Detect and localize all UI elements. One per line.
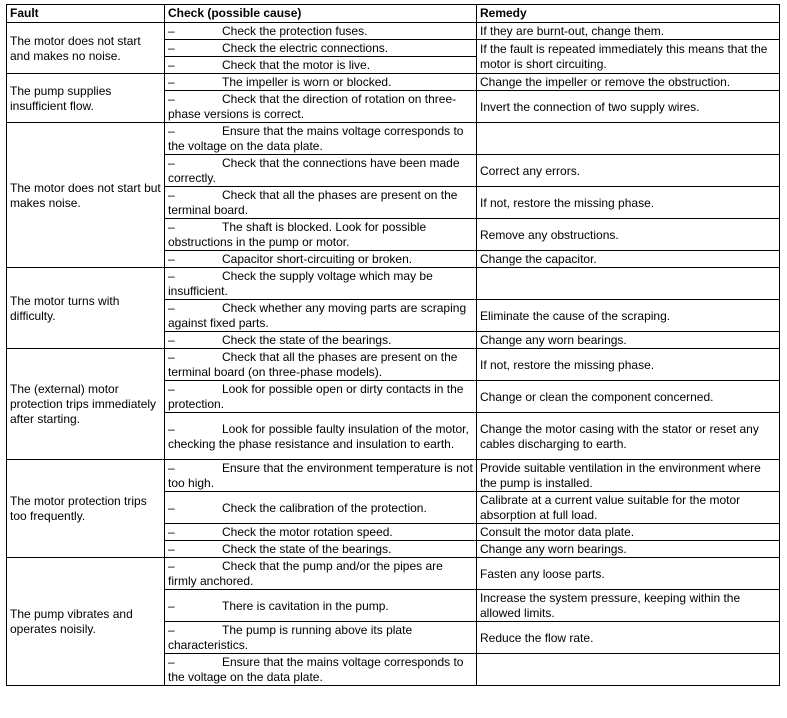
remedy-cell: Change the motor casing with the stator or reset any cables discharging to earth. bbox=[477, 413, 780, 460]
remedy-cell: Change the capacitor. bbox=[477, 251, 780, 268]
header-check: Check (possible cause) bbox=[165, 5, 477, 23]
remedy-cell: Fasten any loose parts. bbox=[477, 558, 780, 590]
remedy-cell: Calibrate at a current value suitable for the motor absorption at full load. bbox=[477, 492, 780, 524]
check-text: The pump is running above its plate characteristics. bbox=[168, 623, 413, 652]
check-text: Check the supply voltage which may be insufficient. bbox=[168, 269, 433, 298]
header-row bbox=[7, 5, 780, 23]
check-cell bbox=[165, 91, 477, 123]
check-cell bbox=[165, 219, 477, 251]
header-fault: Fault bbox=[7, 5, 165, 23]
troubleshooting-table bbox=[6, 4, 780, 686]
remedy-cell: If they are burnt-out, change them. bbox=[477, 23, 780, 40]
fault-cell: The (external) motor protection trips immediately after starting. bbox=[7, 349, 165, 460]
check-text: Check the electric connections. bbox=[222, 41, 389, 55]
remedy-cell: Increase the system pressure, keeping within the allowed limits. bbox=[477, 590, 780, 622]
check-text: Check the state of the bearings. bbox=[222, 333, 392, 347]
dash-marker: – bbox=[168, 92, 175, 106]
table-body bbox=[7, 23, 780, 686]
remedy-cell bbox=[477, 268, 780, 300]
dash-marker: – bbox=[168, 461, 175, 475]
remedy-cell: Change any worn bearings. bbox=[477, 541, 780, 558]
remedy-cell: Change any worn bearings. bbox=[477, 332, 780, 349]
dash-marker: – bbox=[168, 75, 175, 89]
check-text: Capacitor short-circuiting or broken. bbox=[222, 252, 413, 266]
remedy-cell: If not, restore the missing phase. bbox=[477, 187, 780, 219]
check-text: The shaft is blocked. Look for possible obstructions in the pump or motor. bbox=[168, 220, 427, 249]
check-cell bbox=[165, 460, 477, 492]
dash-marker: – bbox=[168, 525, 175, 539]
check-cell bbox=[165, 381, 477, 413]
dash-marker: – bbox=[168, 220, 175, 234]
dash-marker: – bbox=[168, 598, 175, 613]
check-cell bbox=[165, 268, 477, 300]
dash-marker: – bbox=[168, 623, 175, 637]
dash-marker: – bbox=[168, 500, 175, 515]
dash-marker: – bbox=[168, 542, 175, 556]
dash-marker: – bbox=[168, 333, 175, 347]
dash-marker: – bbox=[168, 188, 175, 202]
dash-marker: – bbox=[168, 269, 175, 283]
table-row bbox=[7, 349, 780, 381]
fault-cell: The pump vibrates and operates noisily. bbox=[7, 558, 165, 686]
dash-marker: – bbox=[168, 559, 175, 573]
remedy-cell: If not, restore the missing phase. bbox=[477, 349, 780, 381]
check-cell bbox=[165, 251, 477, 268]
check-cell bbox=[165, 300, 477, 332]
check-text: Check that all the phases are present on the terminal board. bbox=[168, 188, 458, 217]
remedy-cell: Correct any errors. bbox=[477, 155, 780, 187]
remedy-cell: Consult the motor data plate. bbox=[477, 524, 780, 541]
dash-marker: – bbox=[168, 350, 175, 364]
check-cell bbox=[165, 40, 477, 57]
check-text: Check that the connections have been made correctly. bbox=[168, 156, 460, 185]
remedy-cell: Eliminate the cause of the scraping. bbox=[477, 300, 780, 332]
check-text: Check the protection fuses. bbox=[222, 24, 368, 38]
check-cell bbox=[165, 524, 477, 541]
fault-cell: The motor protection trips too frequently. bbox=[7, 460, 165, 558]
check-text: Look for possible faulty insulation of the motor, checking the phase resistance and insulation to earth. bbox=[168, 421, 469, 451]
check-text: Check the motor rotation speed. bbox=[222, 525, 393, 539]
check-cell bbox=[165, 123, 477, 155]
check-text: Ensure that the mains voltage corresponds to the voltage on the data plate. bbox=[168, 124, 464, 153]
check-cell bbox=[165, 74, 477, 91]
check-cell bbox=[165, 622, 477, 654]
check-text: Check the state of the bearings. bbox=[222, 542, 392, 556]
check-text: Check that the pump and/or the pipes are firmly anchored. bbox=[168, 559, 443, 588]
remedy-cell: If the fault is repeated immediately this means that the motor is short circuiting. bbox=[477, 40, 780, 74]
check-cell bbox=[165, 332, 477, 349]
dash-marker: – bbox=[168, 124, 175, 138]
check-text: The impeller is worn or blocked. bbox=[222, 75, 392, 89]
table-row bbox=[7, 74, 780, 91]
check-text: Check that the motor is live. bbox=[222, 58, 371, 72]
remedy-cell: Reduce the flow rate. bbox=[477, 622, 780, 654]
check-cell bbox=[165, 590, 477, 622]
remedy-cell: Provide suitable ventilation in the environment where the pump is installed. bbox=[477, 460, 780, 492]
check-cell bbox=[165, 541, 477, 558]
dash-marker: – bbox=[168, 41, 175, 55]
dash-marker: – bbox=[168, 382, 175, 396]
fault-cell: The motor turns with difficulty. bbox=[7, 268, 165, 349]
check-text: There is cavitation in the pump. bbox=[222, 598, 389, 613]
check-text: Ensure that the environment temperature is not too high. bbox=[168, 461, 473, 490]
dash-marker: – bbox=[168, 301, 175, 315]
check-cell bbox=[165, 23, 477, 40]
table-row bbox=[7, 460, 780, 492]
remedy-cell: Change the impeller or remove the obstruction. bbox=[477, 74, 780, 91]
check-cell bbox=[165, 155, 477, 187]
fault-cell: The motor does not start but makes noise. bbox=[7, 123, 165, 268]
table-row bbox=[7, 268, 780, 300]
dash-marker: – bbox=[168, 24, 175, 38]
table-row bbox=[7, 123, 780, 155]
check-cell bbox=[165, 654, 477, 686]
check-cell bbox=[165, 187, 477, 219]
remedy-cell: Invert the connection of two supply wires. bbox=[477, 91, 780, 123]
check-cell bbox=[165, 57, 477, 74]
fault-cell: The motor does not start and makes no noise. bbox=[7, 23, 165, 74]
dash-marker: – bbox=[168, 421, 175, 436]
check-cell bbox=[165, 349, 477, 381]
table-row bbox=[7, 23, 780, 40]
check-text: Ensure that the mains voltage corresponds to the voltage on the data plate. bbox=[168, 655, 464, 684]
remedy-cell bbox=[477, 654, 780, 686]
dash-marker: – bbox=[168, 252, 175, 266]
check-text: Look for possible open or dirty contacts in the protection. bbox=[168, 382, 464, 411]
header-remedy: Remedy bbox=[477, 5, 780, 23]
check-text: Check the calibration of the protection. bbox=[222, 500, 427, 515]
fault-cell: The pump supplies insufficient flow. bbox=[7, 74, 165, 123]
check-text: Check that the direction of rotation on three-phase versions is correct. bbox=[168, 92, 457, 121]
remedy-cell: Remove any obstructions. bbox=[477, 219, 780, 251]
remedy-cell: Change or clean the component concerned. bbox=[477, 381, 780, 413]
dash-marker: – bbox=[168, 156, 175, 170]
check-cell bbox=[165, 492, 477, 524]
check-cell bbox=[165, 413, 477, 460]
check-text: Check whether any moving parts are scraping against fixed parts. bbox=[168, 301, 467, 330]
dash-marker: – bbox=[168, 58, 175, 72]
table-row bbox=[7, 558, 780, 590]
remedy-cell bbox=[477, 123, 780, 155]
check-text: Check that all the phases are present on the terminal board (on three-phase models). bbox=[168, 350, 458, 379]
dash-marker: – bbox=[168, 655, 175, 669]
check-cell bbox=[165, 558, 477, 590]
